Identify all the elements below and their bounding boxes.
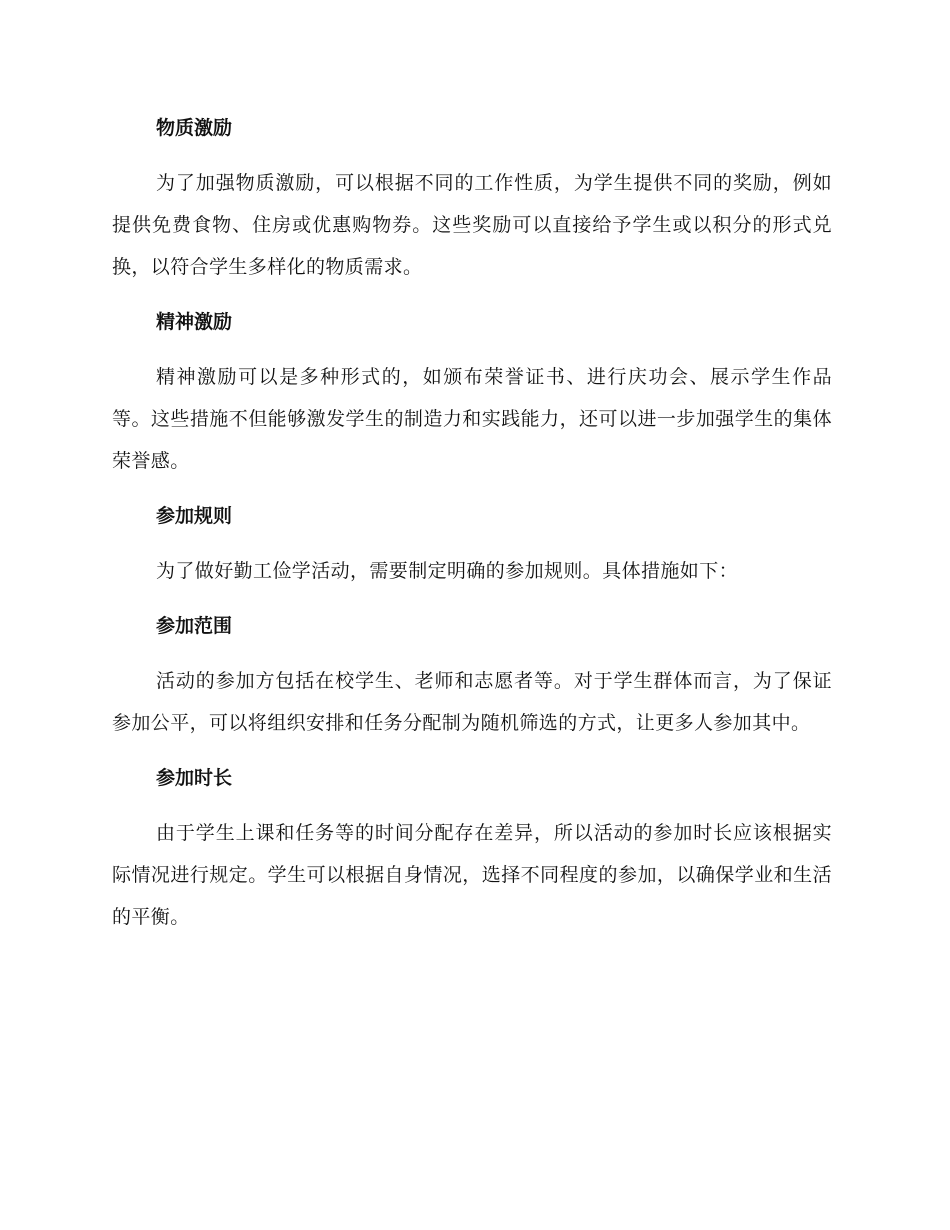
section-heading-participation-rules: 参加规则 <box>156 505 233 527</box>
spacer <box>112 646 832 660</box>
spacer <box>112 536 832 550</box>
spacer <box>112 798 832 812</box>
spacer <box>112 592 832 606</box>
section-paragraph-material-incentive: 为了加强物质激励，可以根据不同的工作性质，为学生提供不同的奖励，例如提供免费食物、住房或优惠购物券。这些奖励可以直接给予学生或以积分的形式兑换，以符合学生多样化的物质需求。 <box>112 172 832 278</box>
section-paragraph-participation-scope: 活动的参加方包括在校学生、老师和志愿者等。对于学生群体而言，为了保证参加公平，可以将组织安排和任务分配制为随机筛选的方式，让更多人参加其中。 <box>112 670 832 734</box>
section-heading-participation-duration: 参加时长 <box>156 767 233 789</box>
section-heading-participation-scope: 参加范围 <box>156 615 233 637</box>
section-heading-material-incentive: 物质激励 <box>156 117 233 139</box>
spacer <box>112 342 832 356</box>
spacer <box>112 482 832 496</box>
section-paragraph-spiritual-incentive: 精神激励可以是多种形式的，如颁布荣誉证书、进行庆功会、展示学生作品等。这些措施不但能够激发学生的制造力和实践能力，还可以进一步加强学生的集体荣誉感。 <box>112 366 832 472</box>
section-heading-spiritual-incentive: 精神激励 <box>156 311 233 333</box>
section-paragraph-participation-rules: 为了做好勤工俭学活动，需要制定明确的参加规则。具体措施如下： <box>156 560 739 582</box>
spacer <box>112 148 832 162</box>
spacer <box>112 288 832 302</box>
spacer <box>112 744 832 758</box>
section-paragraph-participation-duration: 由于学生上课和任务等的时间分配存在差异，所以活动的参加时长应该根据实际情况进行规定。学生可以根据自身情况，选择不同程度的参加，以确保学业和生活的平衡。 <box>112 822 832 928</box>
document-body <box>112 108 832 938</box>
